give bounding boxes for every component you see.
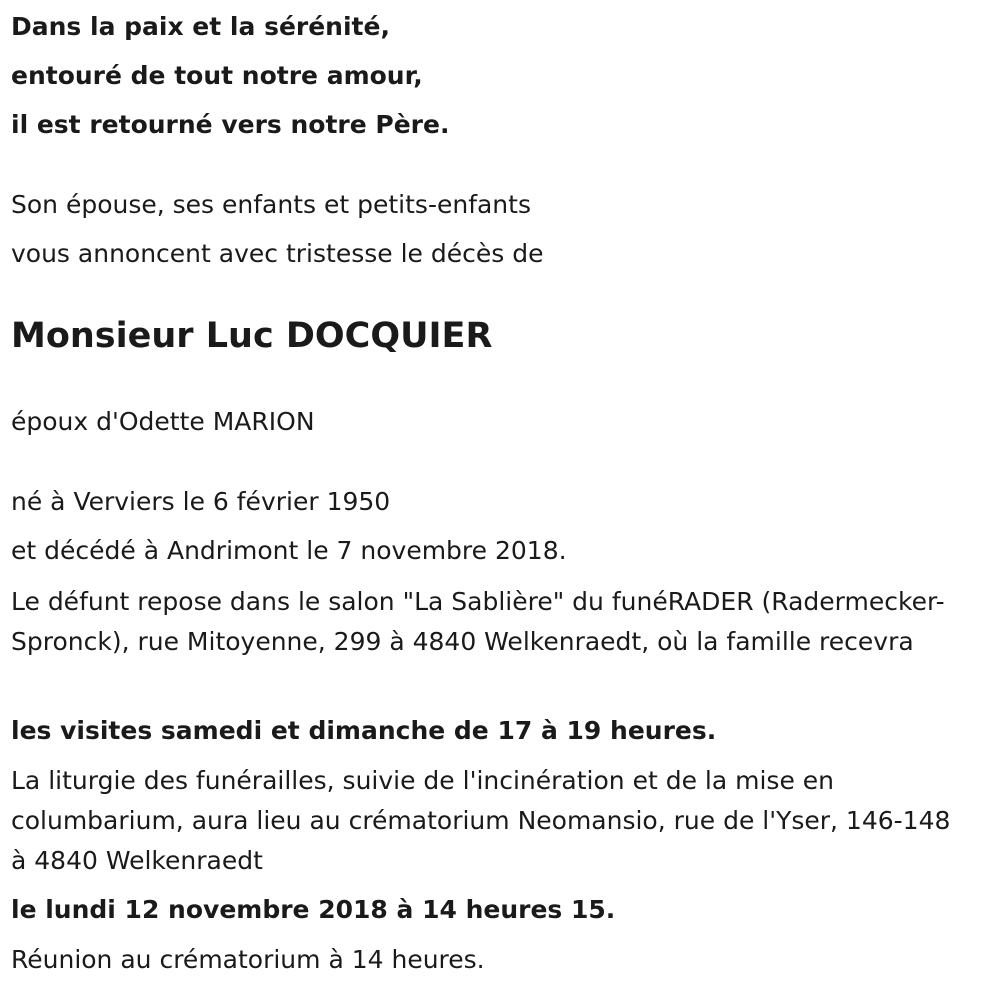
death-line: et décédé à Andrimont le 7 novembre 2018. xyxy=(11,536,567,565)
deceased-name: Monsieur Luc DOCQUIER xyxy=(11,316,493,356)
intro-line-3: il est retourné vers notre Père. xyxy=(11,110,450,139)
birth-line: né à Verviers le 6 février 1950 xyxy=(11,487,391,516)
intro-line-2: entouré de tout notre amour, xyxy=(11,61,423,90)
intro-line-1: Dans la paix et la sérénité, xyxy=(11,12,390,41)
visitation-text: Le défunt repose dans le salon "La Sablière" du funéRADER (Radermecker-Spronck), rue Mitoyenne, 299 à 4840 Welkenraedt, où la famille recevra xyxy=(11,587,945,656)
spouse-line: époux d'Odette MARION xyxy=(11,407,315,436)
ceremony-datetime: le lundi 12 novembre 2018 à 14 heures 15. xyxy=(11,895,616,924)
visitation-hours: les visites samedi et dimanche de 17 à 19 heures. xyxy=(11,716,717,745)
announcement-line-2: vous annoncent avec tristesse le décès de xyxy=(11,239,544,268)
ceremony-text: La liturgie des funérailles, suivie de l'incinération et de la mise en columbarium, aura lieu au crématorium Neomansio, rue de l'Yser, 146-148 à 4840 Welkenraedt xyxy=(11,766,951,875)
announcement-line-1: Son épouse, ses enfants et petits-enfants xyxy=(11,190,531,219)
meeting-line: Réunion au crématorium à 14 heures. xyxy=(11,945,485,974)
